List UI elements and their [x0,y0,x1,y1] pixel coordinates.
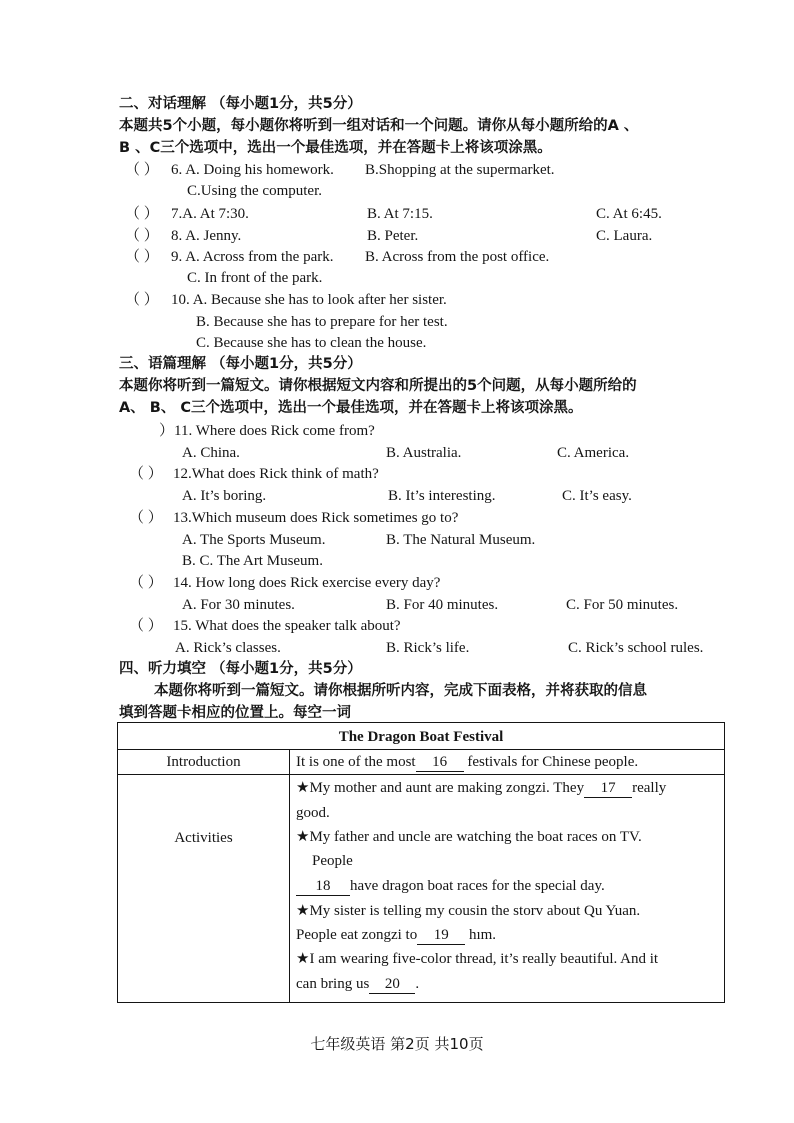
section3-heading: 三、语篇理解 （每小题1分，共5分） [119,356,362,372]
question-stem: 12.What does Rick think of math? [173,466,379,482]
question-9-option-c: C. In front of the park. [187,270,323,286]
activity-text: hım. [468,927,497,943]
question-10 [125,290,447,310]
question-12-option-c: C. It’s easy. [562,488,632,504]
activities-line-6: ★My sister is telling my cousin the storv about Qu Yuan. [296,903,641,919]
question-15 [129,616,401,636]
question-12-option-a: A. It’s boring. [182,488,267,504]
question-12-option-b: B. It’s interesting. [388,488,496,504]
question-13-option-c: B. C. The Art Museum. [182,553,323,569]
question-11-option-c: C. America. [557,445,630,461]
section2-instruction-line2: B 、C三个选项中，选出一个最佳选项，并在答题卡上将该项涂黑。 [119,140,552,156]
question-10-option-c: C. Because she has to clean the house. [196,335,427,351]
question-7-option-c: C. At 6:45. [596,206,662,222]
answer-paren: （ ） [129,466,163,482]
activity-text: ★My mother and aunt are making zongzi. They [296,780,585,796]
option-a: A. Doing his homework. [185,162,334,178]
question-14-option-b: B. For 40 minutes. [386,597,499,613]
table-divider [118,774,724,775]
question-14-option-c: C. For 50 minutes. [566,597,679,613]
activities-line-9 [296,974,419,994]
question-number: 6. [171,162,183,178]
question-number: 8. [171,228,183,244]
question-15-option-b: B. Rick’s life. [386,640,470,656]
question-6-option-b: B.Shopping at the supermarket. [365,162,555,178]
question-8-option-b: B. Peter. [367,228,419,244]
dragon-boat-festival-table [117,722,725,1003]
section4-instruction-line1: 本题你将听到一篇短文。请你根据所听内容，完成下面表格，并将获取的信息 [154,683,647,699]
option-a: A. Across from the park. [185,249,334,265]
question-8 [125,226,241,246]
activities-line-3: ★My father and uncle are watching the boat races on TV. [296,829,642,845]
section3-instruction-line2: A、 B、 C三个选项中，选出一个最佳选项，并在答题卡上将该项涂黑。 [119,400,583,416]
question-stem: 15. What does the speaker talk about? [173,618,401,634]
activity-text: . [415,976,420,992]
blank-16: 16 [416,753,464,772]
question-8-option-c: C. Laura. [596,228,653,244]
activities-label: Activities [174,830,233,846]
section3-instruction-line1: 本题你将听到一篇短文。请你根据短文内容和所提出的5个问题，从每小题所给的 [119,378,637,394]
answer-paren: ） [159,423,175,439]
activity-text: really [632,780,667,796]
introduction-label: Introduction [166,754,241,770]
section2-instruction-line1: 本题共5个小题，每小题你将听到一组对话和一个问题。请你从每小题所给的A 、 [119,118,639,134]
answer-paren: （ ） [129,618,163,634]
question-10-option-b: B. Because she has to prepare for her test. [196,314,448,330]
question-14-option-a: A. For 30 minutes. [182,597,295,613]
option-a: A. At 7:30. [182,206,249,222]
question-number: 7. [171,206,183,222]
activities-line-7 [296,925,496,945]
blank-17: 17 [584,779,632,798]
table-column-divider [289,749,290,1002]
answer-paren: （ ） [125,162,159,178]
blank-18: 18 [296,877,350,896]
activities-line-8: ★I am wearing five-color thread, it’s really beautiful. And it [296,951,659,967]
activity-text: People eat zongzi to [296,927,418,943]
question-stem: 11. Where does Rick come from? [174,423,375,439]
introduction-text-before: It is one of the most [296,754,416,770]
question-11-option-a: A. China. [182,445,240,461]
activities-line-1 [296,778,666,798]
answer-paren: （ ） [125,249,159,265]
question-11-option-b: B. Australia. [386,445,462,461]
introduction-text [296,752,638,772]
table-divider [118,749,724,750]
question-12 [129,464,379,484]
blank-19: 19 [417,926,465,945]
question-15-option-a: A. Rick’s classes. [175,640,281,656]
activity-text: can bring us [296,976,370,992]
question-number: 10. [171,292,190,308]
section4-instruction-line2: 填到答题卡相应的位置上。每空一词 [119,705,351,721]
question-number: 9. [171,249,183,265]
answer-paren: （ ） [129,510,163,526]
answer-paren: （ ） [125,206,159,222]
question-13-option-a: A. The Sports Museum. [182,532,326,548]
question-11 [159,421,375,441]
activities-line-4: People [312,853,353,869]
question-7-option-b: B. At 7:15. [367,206,433,222]
answer-paren: （ ） [129,575,163,591]
question-14 [129,573,440,593]
question-stem: 14. How long does Rick exercise every day? [173,575,441,591]
question-9 [125,247,334,267]
question-13 [129,508,458,528]
question-7 [125,204,249,224]
activities-line-2: good. [296,805,330,821]
question-13-option-b: B. The Natural Museum. [386,532,536,548]
section2-heading: 二、对话理解 （每小题1分，共5分） [119,96,362,112]
blank-20: 20 [369,975,415,994]
question-6 [125,160,334,180]
option-a: A. Jenny. [185,228,242,244]
activity-text: have dragon boat races for the special day. [350,878,605,894]
page-footer: 七年级英语 第2页 共10页 [310,1035,484,1053]
question-stem: 13.Which museum does Rick sometimes go to? [173,510,459,526]
question-15-option-c: C. Rick’s school rules. [568,640,704,656]
answer-paren: （ ） [125,228,159,244]
activities-line-5 [296,876,605,896]
table-title: The Dragon Boat Festival [338,729,504,745]
introduction-text-after: festivals for Chinese people. [467,754,639,770]
answer-paren: （ ） [125,292,159,308]
question-6-option-c: C.Using the computer. [187,183,322,199]
section4-heading: 四、听力填空 （每小题1分，共5分） [119,661,362,677]
option-a: A. Because she has to look after her sister. [192,292,447,308]
question-9-option-b: B. Across from the post office. [365,249,550,265]
